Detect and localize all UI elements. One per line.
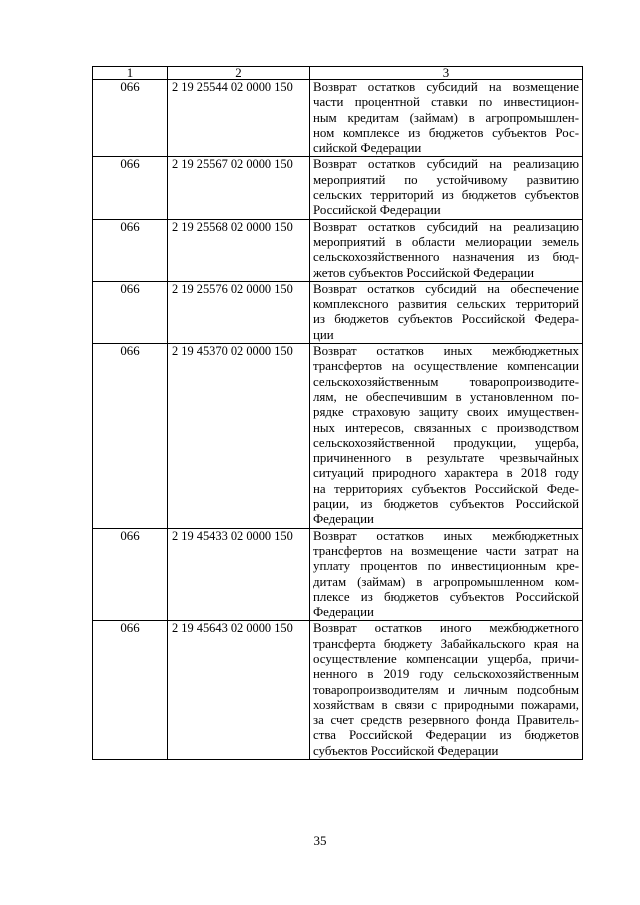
table-row: [93, 528, 583, 621]
description-line: ных интересов, связанных с производством: [313, 420, 579, 435]
description-line: сельскохозяйственной продукции, ущерба,: [313, 435, 579, 450]
table-row: [93, 344, 583, 529]
description-line: Возврат остатков субсидий на возмещение: [313, 80, 579, 94]
description-line: Возврат остатков иного межбюджетного: [313, 621, 579, 636]
description-line: части процентной ставки по инвестицион-: [313, 95, 579, 110]
description-line: сельских территорий из бюджетов субъектов: [313, 188, 579, 203]
table-row: [93, 621, 583, 760]
description-line: комплексного развития сельских территорий: [313, 297, 579, 312]
budget-classification-table: [92, 66, 583, 760]
description-line: Возврат остатков субсидий на реализацию: [313, 219, 579, 234]
description-line: сельскохозяйственным товаропроизводите-: [313, 374, 579, 389]
description-line: Возврат остатков субсидий на обеспечение: [313, 281, 579, 296]
description-line: ном комплексе из бюджетов субъектов Рос-: [313, 125, 579, 140]
description-line: жетов субъектов Российской Федерации: [313, 265, 535, 280]
description-line: ства Российской Федерации из бюджетов: [313, 728, 579, 743]
description-line: ным кредитам (займам) в агропромышлен-: [313, 110, 579, 125]
description-line: Возврат остатков иных межбюджетных: [313, 528, 579, 543]
budget-code-cell: 2 19 25544 02 0000 150: [168, 80, 310, 157]
table-row: [93, 219, 583, 281]
column-header-2: 2: [168, 67, 310, 80]
description-line: субъектов Российской Федерации: [313, 743, 499, 758]
description-line: дитам (займам) в агропромышленном ком-: [313, 574, 579, 589]
description-line: Российской Федерации: [313, 203, 441, 218]
budget-code-cell: 2 19 45370 02 0000 150: [168, 344, 310, 529]
table-header-row: [93, 67, 583, 80]
description-line: ненного в 2019 году сельскохозяйственным: [313, 667, 579, 682]
description-line: сельскохозяйственного назначения из бюд-: [313, 250, 579, 265]
description-line: на территориях субъектов Российской Феде-: [313, 481, 579, 496]
description-line: причиненного в результате чрезвычайных: [313, 451, 579, 466]
admin-code-cell: 066: [93, 528, 168, 621]
description-line: трансфертов на осуществление компенсации: [313, 359, 579, 374]
description-line: сийской Федерации: [313, 141, 422, 156]
description-line: товаропроизводителям и личным подсобным: [313, 682, 579, 697]
description-line: Федерации: [313, 605, 374, 620]
column-header-3: 3: [310, 67, 583, 80]
admin-code-cell: 066: [93, 344, 168, 529]
table-row: [93, 157, 583, 219]
description-line: Федерации: [313, 512, 374, 527]
budget-code-cell: 2 19 25568 02 0000 150: [168, 219, 310, 281]
description-line: Возврат остатков иных межбюджетных: [313, 344, 579, 359]
table-row: [93, 80, 583, 157]
description-line: плексе из бюджетов субъектов Российской: [313, 589, 579, 604]
admin-code-cell: 066: [93, 80, 168, 157]
description-line: осуществление компенсации ущерба, причи-: [313, 651, 579, 666]
description-line: ции: [313, 327, 334, 342]
table-body: [93, 80, 583, 760]
admin-code-cell: 066: [93, 281, 168, 343]
description-cell: [310, 344, 583, 529]
budget-code-cell: 2 19 45643 02 0000 150: [168, 621, 310, 760]
description-cell: [310, 80, 583, 157]
budget-code-cell: 2 19 25576 02 0000 150: [168, 281, 310, 343]
budget-code-cell: 2 19 25567 02 0000 150: [168, 157, 310, 219]
description-line: рядке страховую защиту своих имуществен-: [313, 405, 579, 420]
description-cell: [310, 621, 583, 760]
description-line: из бюджетов субъектов Российской Федера-: [313, 312, 579, 327]
budget-code-cell: 2 19 45433 02 0000 150: [168, 528, 310, 621]
admin-code-cell: 066: [93, 157, 168, 219]
description-line: мероприятий по устойчивому развитию: [313, 172, 579, 187]
description-cell: [310, 157, 583, 219]
description-line: лям, не обеспечившим в установленном по-: [313, 389, 579, 404]
description-line: трансферта бюджету Забайкальского края на: [313, 636, 579, 651]
description-line: ситуаций природного характера в 2018 году: [313, 466, 579, 481]
admin-code-cell: 066: [93, 219, 168, 281]
description-line: мероприятий в области мелиорации земель: [313, 234, 579, 249]
description-line: хозяйствам в связи с природными пожарами,: [313, 697, 579, 712]
admin-code-cell: 066: [93, 621, 168, 760]
column-header-1: 1: [93, 67, 168, 80]
description-line: уплату процентов по инвестиционным кре-: [313, 559, 579, 574]
description-cell: [310, 281, 583, 343]
description-line: за счет средств резервного фонда Правитель-: [313, 713, 579, 728]
description-cell: [310, 219, 583, 281]
description-cell: [310, 528, 583, 621]
description-line: трансфертов на возмещение части затрат на: [313, 543, 579, 558]
page-number: 35: [313, 833, 327, 848]
description-line: рации, из бюджетов субъектов Российской: [313, 497, 579, 512]
table-row: [93, 281, 583, 343]
description-line: Возврат остатков субсидий на реализацию: [313, 157, 579, 172]
